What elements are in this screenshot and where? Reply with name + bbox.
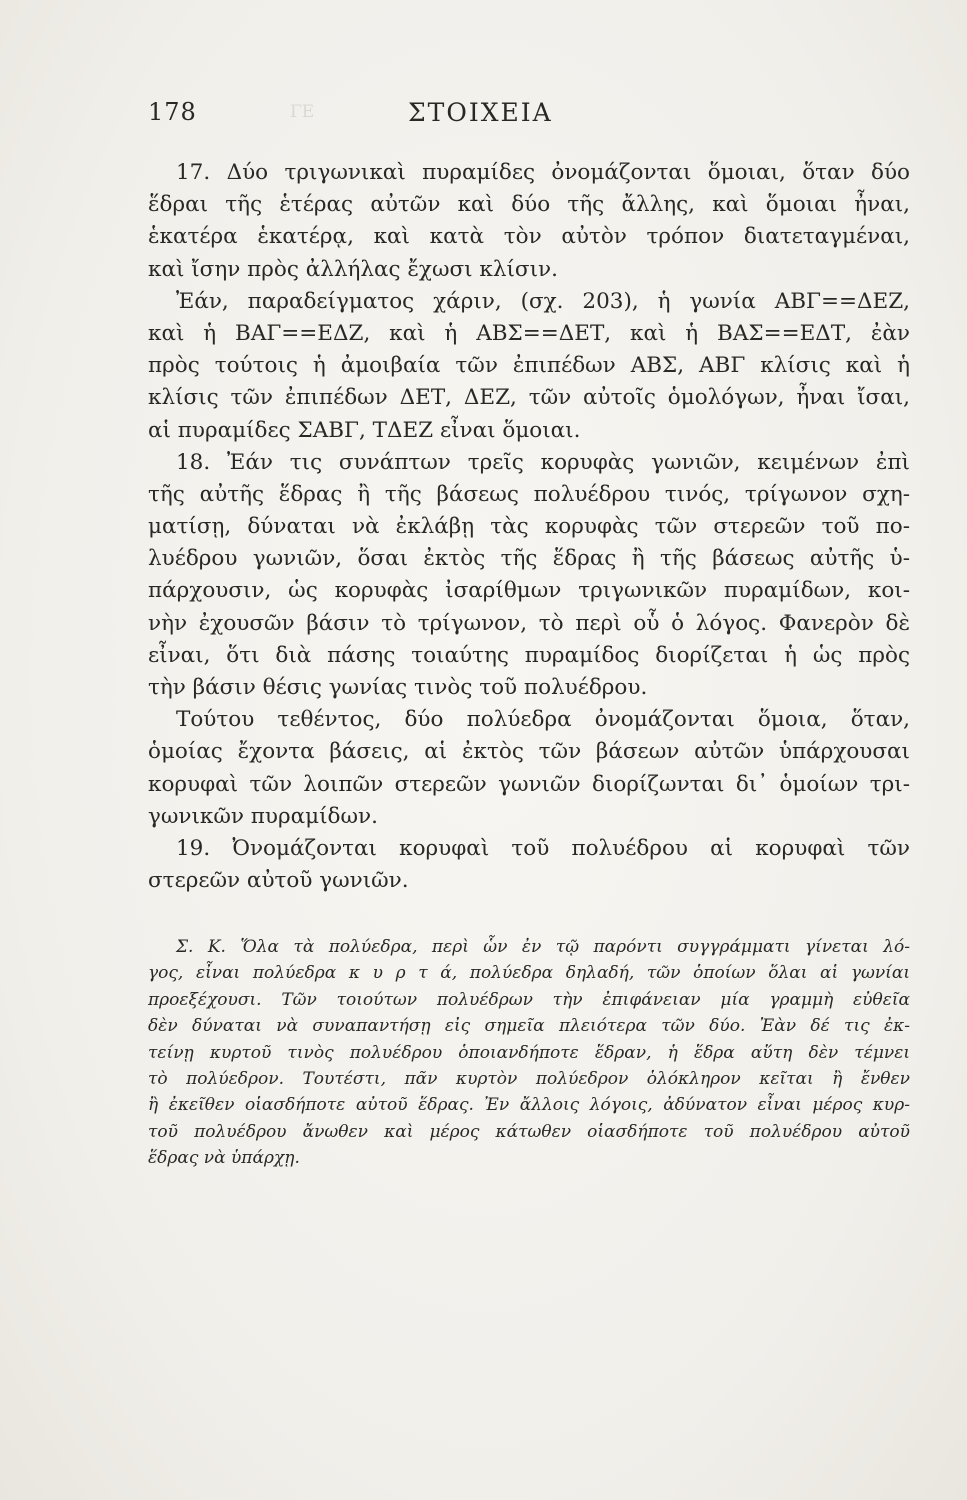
text-line: ματίσῃ, δύναται νὰ ἐκλάβῃ τὰς κορυφὰς τῶν στερεῶν τοῦ πο-	[148, 514, 910, 540]
main-text	[148, 157, 910, 897]
text-line: λυέδρου γωνιῶν, ὅσαι ἐκτὸς τῆς ἕδρας ἢ τῆς βάσεως αὐτῆς ὑ-	[148, 546, 910, 572]
text-line: ἕδραι τῆς ἑτέρας αὐτῶν καὶ δύο τῆς ἄλλης, καὶ ὅμοιαι ἦναι,	[148, 192, 910, 218]
text-line: στερεῶν αὐτοῦ γωνιῶν.	[148, 868, 409, 894]
text-line: αἱ πυραμίδες ΣΑΒΓ, ΤΔΕΖ εἶναι ὅμοιαι.	[148, 417, 581, 443]
note-line: δὲν δύναται νὰ συναπαντήσῃ εἰς σημεῖα πλειότερα τῶν δύο. Ἐὰν δέ τις ἐκ-	[148, 1016, 910, 1037]
text-line: κορυφαὶ τῶν λοιπῶν στερεῶν γωνιῶν διορίζωνται δι᾽ ὁμοίων τρι-	[148, 771, 910, 797]
text-line: 19. Ὀνομάζονται κορυφαὶ τοῦ πολυέδρου αἱ κορυφαὶ τῶν	[176, 835, 910, 861]
text-line: καὶ ἡ ΒΑΓ==ΕΔΖ, καὶ ἡ ΑΒΣ==ΔΕΤ, καὶ ἡ ΒΑΣ==ΕΔΤ, ἐὰν	[148, 320, 910, 346]
page-header	[148, 98, 908, 138]
text-line: πρὸς τούτοις ἡ ἀμοιβαία τῶν ἐπιπέδων ΑΒΣ, ΑΒΓ κλίσις καὶ ἡ	[148, 353, 910, 379]
note-line: γος, εἶναι πολύεδρα κ υ ρ τ ά, πολύεδρα δηλαδή, τῶν ὁποίων ὅλαι αἱ γωνίαι	[148, 963, 910, 984]
text-line: εἶναι, ὅτι διὰ πάσης τοιαύτης πυραμίδος διορίζεται ἡ ὡς πρὸς	[148, 642, 910, 668]
note-line: τοῦ πολυέδρου ἄνωθεν καὶ μέρος κάτωθεν οἱασδήποτε τοῦ πολυέδρου αὐτοῦ	[148, 1121, 910, 1142]
text-line: νὴν ἐχουσῶν βάσιν τὸ τρίγωνον, τὸ περὶ οὗ ὁ λόγος. Φανερὸν δὲ	[148, 610, 910, 636]
text-line: κλίσις τῶν ἐπιπέδων ΔΕΤ, ΔΕΖ, τῶν αὐτοῖς ὁμολόγων, ἦναι ἴσαι,	[148, 385, 910, 411]
text-line: 18. Ἐάν τις συνάπτων τρεῖς κορυφὰς γωνιῶν, κειμένων ἐπὶ	[176, 449, 910, 475]
text-line: Ἐάν, παραδείγματος χάριν, (σχ. 203), ἡ γωνία ΑΒΓ==ΔΕΖ,	[176, 288, 910, 314]
show-through: ΓΕ	[290, 102, 315, 122]
page-number: 178	[148, 98, 197, 126]
running-head: ΣΤΟΙΧΕΙΑ	[408, 98, 553, 127]
note-line: προεξέχουσι. Τῶν τοιούτων πολυέδρων τὴν ἐπιφάνειαν μία γραμμὴ εὐθεῖα	[148, 989, 910, 1010]
note-line: Σ. Κ. Ὅλα τὰ πολύεδρα, περὶ ὧν ἐν τῷ παρόντι συγγράμματι γίνεται λό-	[176, 937, 910, 957]
text-line: καὶ ἴσην πρὸς ἀλλήλας ἔχωσι κλίσιν.	[148, 256, 558, 282]
text-line: τῆς αὐτῆς ἕδρας ἢ τῆς βάσεως πολυέδρου τινός, τρίγωνον σχη-	[148, 481, 910, 507]
text-line: 17. Δύο τριγωνικαὶ πυραμίδες ὀνομάζονται ὅμοιαι, ὅταν δύο	[176, 160, 910, 185]
text-line: τὴν βάσιν θέσις γωνίας τινὸς τοῦ πολυέδρου.	[148, 675, 648, 700]
footnote-block	[148, 934, 910, 1172]
note-line: ἢ ἐκεῖθεν οἱασδήποτε αὐτοῦ ἕδρας. Ἐν ἄλλοις λόγοις, ἀδύνατον εἶναι μέρος κυρ-	[148, 1095, 910, 1116]
note-line: τείνῃ κυρτοῦ τινὸς πολυέδρου ὁποιανδήποτε ἕδραν, ἡ ἕδρα αὕτη δὲν τέμνει	[148, 1042, 910, 1063]
text-line: γωνικῶν πυραμίδων.	[148, 803, 378, 829]
text-line: ἑκατέρα ἑκατέρᾳ, καὶ κατὰ τὸν αὐτὸν τρόπον διατεταγμέναι,	[148, 224, 910, 250]
note-line: τὸ πολύεδρον. Τουτέστι, πᾶν κυρτὸν πολύεδρον ὁλόκληρον κεῖται ἢ ἔνθεν	[148, 1068, 910, 1089]
text-line: Τούτου τεθέντος, δύο πολύεδρα ὀνομάζονται ὅμοια, ὅταν,	[176, 707, 910, 733]
text-line: πάρχουσιν, ὡς κορυφὰς ἰσαρίθμων τριγωνικῶν πυραμίδων, κοι-	[148, 578, 910, 604]
text-line: ὁμοίας ἔχοντα βάσεις, αἱ ἐκτὸς τῶν βάσεων αὐτῶν ὑπάρχουσαι	[148, 739, 910, 765]
note-line: ἕδρας νὰ ὑπάρχῃ.	[148, 1148, 300, 1169]
